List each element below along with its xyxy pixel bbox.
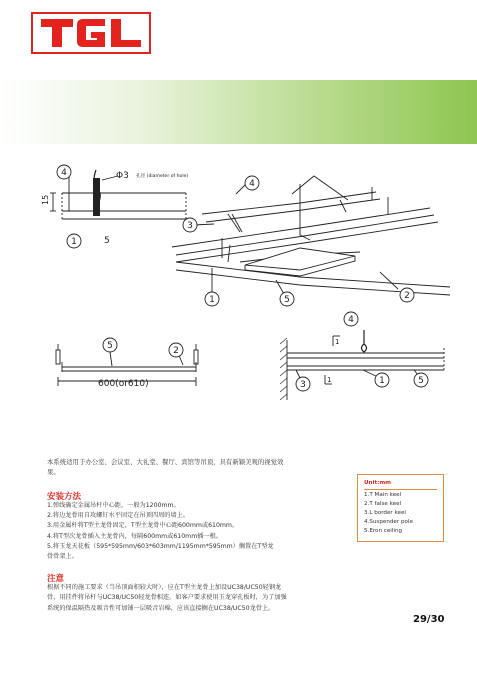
callout-3: 3	[300, 380, 306, 390]
callout-4: 4	[61, 168, 67, 178]
unit-divider	[364, 489, 437, 490]
callout-5: 5	[418, 376, 424, 386]
callout-1: 1	[209, 295, 215, 305]
install-step: 2.将边龙骨用自攻螺钉水平固定在吊顶四周的墙上。	[47, 512, 190, 520]
unit-item: 4.Suspender pole	[364, 519, 413, 525]
install-steps	[47, 501, 287, 562]
callout-1: 1	[71, 237, 77, 247]
install-step: 5.将玉龙天花板（595*595mm/603*603mm/1195mm*595mm）搁置在T型龙骨骨架上。	[47, 542, 274, 561]
callout-2: 2	[173, 346, 179, 356]
callout-4: 4	[249, 179, 255, 189]
intro-paragraph: 本系统适用于办公室、会议室、大礼堂、餐厅、宾馆等吊顶，具有新颖美观的视觉效果。	[47, 458, 284, 476]
dimension-5: 5	[104, 236, 110, 246]
hole-diameter-note: 孔径 (diameter of hole)	[136, 174, 189, 179]
unit-title: Unit:mm	[364, 480, 392, 486]
section-mark-bottom: 1	[327, 376, 332, 384]
callout-1: 1	[379, 376, 385, 386]
dimension-15: 15	[41, 194, 50, 205]
note-heading: 注意	[47, 574, 65, 584]
hole-diameter-label: Φ3	[116, 171, 129, 181]
header-banner	[0, 80, 477, 144]
unit-legend	[357, 474, 444, 542]
unit-item: 2.T false keel	[364, 501, 402, 507]
logo-letter-g	[77, 19, 105, 47]
unit-item: 5.Eron ceiling	[364, 528, 403, 534]
unit-item: 1.T Main keel	[364, 492, 402, 498]
callout-5: 5	[107, 341, 113, 351]
install-heading: 安装方法	[47, 492, 82, 502]
unit-item: 3.L border keel	[364, 510, 406, 516]
callout-2: 2	[404, 291, 410, 301]
grid-isometric-detail	[172, 176, 450, 295]
callout-4: 4	[348, 315, 354, 325]
install-step: 1.弹线确定金属吊杆中心距，一般为1200mm。	[47, 502, 180, 509]
ceiling-system-drawing	[0, 150, 477, 450]
page-number: 29/30	[413, 614, 445, 625]
install-step: 3.用金属杆将T型主龙骨固定，T型主龙骨中心距600mm或610mm。	[47, 522, 239, 530]
section-mark-top: 1	[335, 338, 340, 346]
install-step: 4.将T型次龙骨插入主龙骨内，每隔600mm或610mm插一根。	[47, 532, 222, 540]
note-paragraph: 根据不同的施工要求（当吊顶面积较大时），应在T型主龙骨上加设UC38/UC50轻钢龙骨，用挂件将吊杆与UC38/UC50轻龙骨相连。如客户要求使用玉龙穿孔板时，为了加强系统的保温隔热及吸音性可加铺一层吸音岩棉，应该直接搁在UC38/UC50龙骨上。	[47, 584, 287, 612]
dimension-600: 600(or610)	[98, 379, 149, 389]
callout-5: 5	[284, 295, 290, 305]
callout-3: 3	[187, 221, 193, 231]
tgl-logo	[31, 12, 151, 54]
